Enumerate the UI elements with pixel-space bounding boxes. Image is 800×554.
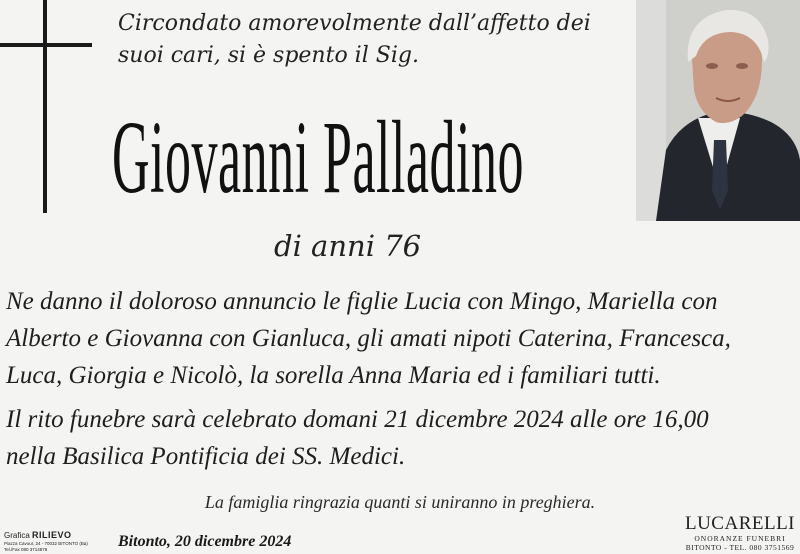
grafica-label: Grafica: [4, 531, 30, 540]
intro-text: [118, 8, 628, 72]
family-announcement: [6, 283, 800, 394]
printer-credit: [4, 530, 114, 553]
family-line-2: Alberto e Giovanna con Gianluca, gli amati nipoti Caterina, Francesca,: [6, 325, 731, 352]
grafica-phone: Tel./Fax 080 3714878: [4, 547, 48, 552]
place-date: Bitonto, 20 dicembre 2024: [118, 533, 292, 550]
funeral-home-logo: [684, 514, 796, 552]
funeral-home-subtitle: ONORANZE FUNEBRI: [694, 534, 786, 543]
deceased-age: di anni 76: [274, 229, 422, 263]
portrait-photo: [636, 0, 800, 221]
cross-icon-vertical: [43, 0, 47, 213]
intro-line-1: Circondato amorevolmente dall’affetto dei: [118, 11, 591, 36]
grafica-address: Piazza Cavour, 24 - 70032 BITONTO (Ba): [4, 541, 88, 546]
grafica-name: RILIEVO: [32, 530, 72, 540]
funeral-line-2: nella Basilica Pontificia dei SS. Medici.: [6, 443, 406, 470]
portrait-illustration: [636, 0, 800, 221]
family-line-3: Luca, Giorgia e Nicolò, la sorella Anna Maria ed i familiari tutti.: [6, 362, 661, 389]
intro-line-2: suoi cari, si è spento il Sig.: [118, 43, 419, 68]
deceased-name: Giovanni Palladino: [112, 100, 524, 215]
funeral-home-name: LUCARELLI: [684, 513, 796, 534]
funeral-line-1: Il rito funebre sarà celebrato domani 21 dicembre 2024 alle ore 16,00: [6, 406, 709, 433]
funeral-details: [6, 401, 800, 475]
cross-icon-horizontal: [0, 43, 92, 47]
funeral-home-contact: BITONTO - TEL. 080 3751569: [685, 543, 795, 552]
family-line-1: Ne danno il doloroso annuncio le figlie Lucia con Mingo, Mariella con: [6, 288, 718, 315]
thanks-text: La famiglia ringrazia quanti si uniranno in preghiera.: [204, 492, 596, 512]
